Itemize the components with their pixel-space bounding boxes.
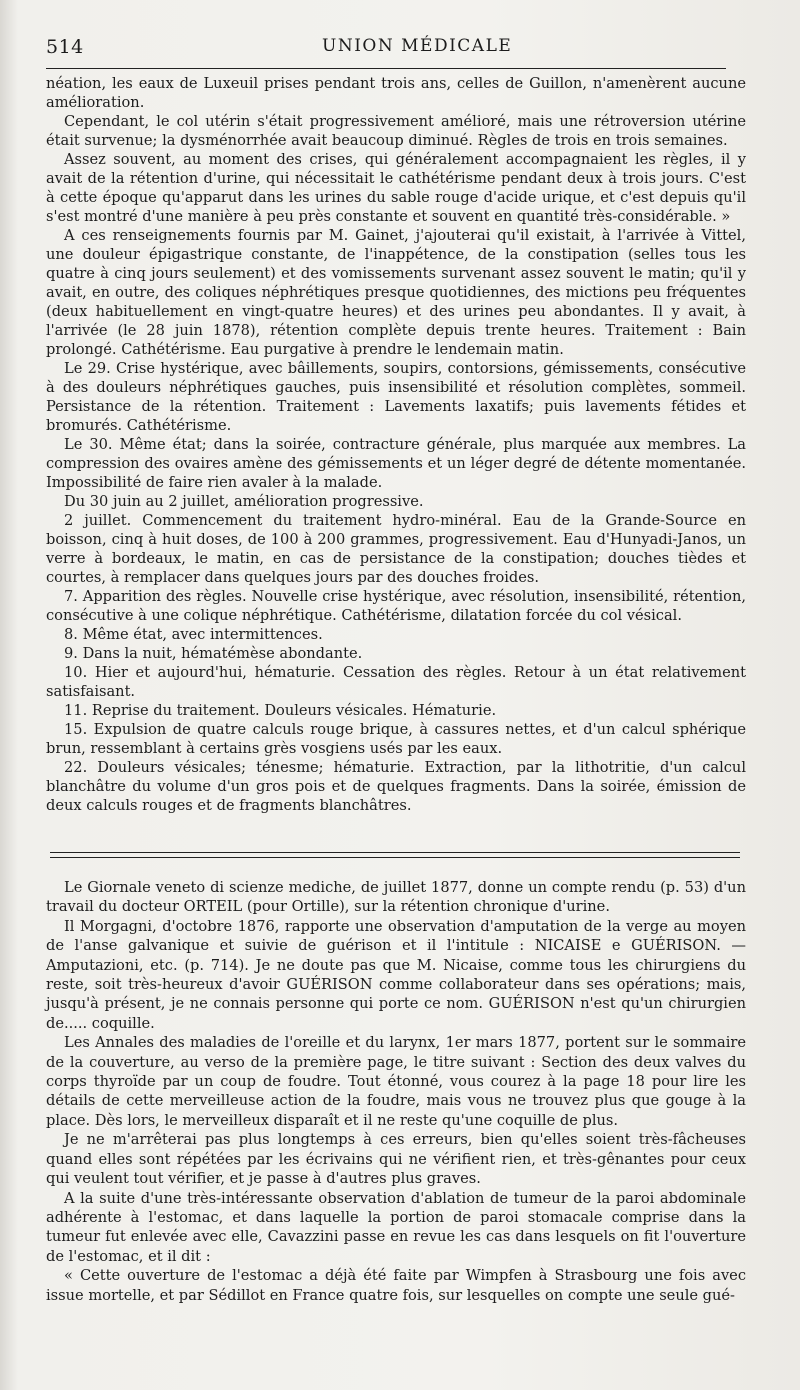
paragraph: 8. Même état, avec intermittences. — [64, 626, 323, 643]
header-rule — [46, 68, 726, 69]
paragraph: 11. Reprise du traitement. Douleurs vésicales. Hématurie. — [64, 702, 497, 719]
paragraph: Le 29. Crise hystérique, avec bâillements, soupirs, contorsions, gémissements, consécutive à des douleurs néphrétiques gauches, puis insensibilité et résolution complètes, sommeil. Persistance de la rétention. Traitement : Lavements laxatifs; puis lavements fétides et bromurés. Cathétérisme. — [46, 360, 746, 434]
paragraph: Cependant, le col utérin s'était progressivement amélioré, mais une rétroversion utérine était survenue; la dysménorrhée avait beaucoup diminué. Règles de trois en trois semaines. — [46, 113, 746, 149]
page-number: 514 — [46, 36, 84, 58]
paragraph: A ces renseignements fournis par M. Gainet, j'ajouterai qu'il existait, à l'arrivée à Vittel, une douleur épigastrique constante, de l'inappétence, de la constipation (selles tous les quatre à cinq jours seulement) et des vomissements survenant assez souvent le matin; qu'il y avait, en outre, des coliques néphrétiques presque quotidiennes, des mictions peu fréquentes (deux habituellement en vingt-quatre heures) et des urines peu abondantes. Il y avait, à l'arrivée (le 28 juin 1878), rétention complète depuis trente heures. Traitement : Bain prolongé. Cathétérisme. Eau purgative à prendre le lendemain matin. — [46, 227, 746, 358]
paragraph: 22. Douleurs vésicales; ténesme; hématurie. Extraction, par la lithotritie, d'un calcul blanchâtre du volume d'un gros pois et de quelques fragments. Dans la soirée, émission de deux calculs rouges et de fragments blanchâtres. — [46, 759, 746, 814]
section-divider — [50, 852, 740, 853]
paragraph: 9. Dans la nuit, hématémèse abondante. — [64, 645, 363, 662]
paragraph: Assez souvent, au moment des crises, qui généralement accompagnaient les règles, il y avait de la rétention d'urine, qui nécessitait le cathétérisme pendant deux à trois jours. C'est à cette époque qu'apparut dans les urines du sable rouge d'acide urique, et c'est depuis qu'il s'est montré d'une manière à peu près constante et souvent en quantité très-considérable. » — [46, 151, 746, 225]
paragraph: Le 30. Même état; dans la soirée, contracture générale, plus marquée aux membres. La compression des ovaires amène des gémissements et un léger degré de détente momentanée. Impossibilité de faire rien avaler à la malade. — [46, 436, 746, 491]
running-title: UNION MÉDICALE — [322, 36, 513, 56]
paragraph: Il Morgagni, d'octobre 1876, rapporte une observation d'amputation de la verge au moyen de l'anse galvanique et suivie de guérison et il l'intitule : NICAISE e GUÉRISON. — Amputazioni, etc. (p. 714). Je ne doute pas que M. Nicaise, comme tous les chirurgiens du reste, soit très-heureux d'avoir GUÉRISON comme collaborateur dans ses opérations; mais, jusqu'à présent, je ne connais personne qui porte ce nom. GUÉRISON n'est qu'un chirurgien de..... coquille. — [46, 917, 746, 1032]
case-observation-text — [46, 74, 746, 815]
paragraph: « Cette ouverture de l'estomac a déjà été faite par Wimpfen à Strasbourg une fois avec issue mortelle, et par Sédillot en France quatre fois, sur lesquelles on compte une seule gué- — [46, 1267, 746, 1304]
paragraph: Le Giornale veneto di scienze mediche, de juillet 1877, donne un compte rendu (p. 53) d'un travail du docteur ORTEIL (pour Ortille), sur la rétention chronique d'urine. — [46, 879, 746, 916]
paragraph: néation, les eaux de Luxeuil prises pendant trois ans, celles de Guillon, n'amenèrent aucune amélioration. — [46, 75, 746, 111]
section-divider — [50, 857, 740, 858]
paragraph: 2 juillet. Commencement du traitement hydro-minéral. Eau de la Grande-Source en boisson, cinq à huit doses, de 100 à 200 grammes, progressivement. Eau d'Hunyadi-Janos, un verre à bordeaux, le matin, en cas de persistance de la constipation; douches tièdes et courtes, à remplacer dans quelques jours par des douches froides. — [46, 512, 746, 586]
page-header — [46, 34, 746, 62]
paragraph: A la suite d'une très-intéressante observation d'ablation de tumeur de la paroi abdominale adhérente à l'estomac, et dans laquelle la portion de paroi stomacale comprise dans la tumeur fut enlevée avec elle, Cavazzini passe en revue les cas dans lesquels on fit l'ouverture de l'estomac, et il dit : — [46, 1189, 746, 1265]
paragraph: 10. Hier et aujourd'hui, hématurie. Cessation des règles. Retour à un état relativement satisfaisant. — [46, 664, 746, 700]
review-text — [46, 878, 746, 1305]
paragraph: Les Annales des maladies de l'oreille et du larynx, 1er mars 1877, portent sur le sommaire de la couverture, au verso de la première page, le titre suivant : Section des deux valves du corps thyroïde par un coup de foudre. Tout étonné, vous courez à la page 18 pour lire les détails de cette merveilleuse action de la foudre, mais vous ne trouvez plus que gouge à la place. Dès lors, le merveilleux disparaît et il ne reste qu'une coquille de plus. — [46, 1034, 746, 1129]
paragraph: Du 30 juin au 2 juillet, amélioration progressive. — [64, 493, 424, 510]
paragraph: 7. Apparition des règles. Nouvelle crise hystérique, avec résolution, insensibilité, rétention, consécutive à une colique néphrétique. Cathétérisme, dilatation forcée du col vésical. — [46, 588, 746, 624]
paragraph: Je ne m'arrêterai pas plus longtemps à ces erreurs, bien qu'elles soient très-fâcheuses quand elles sont répétées par les écrivains qui ne vérifient rien, et très-gênantes pour ceux qui veulent tout vérifier, et je passe à d'autres plus graves. — [46, 1131, 746, 1188]
paragraph: 15. Expulsion de quatre calculs rouge brique, à cassures nettes, et d'un calcul sphérique brun, ressemblant à certains grès vosgiens usés par les eaux. — [46, 721, 746, 757]
